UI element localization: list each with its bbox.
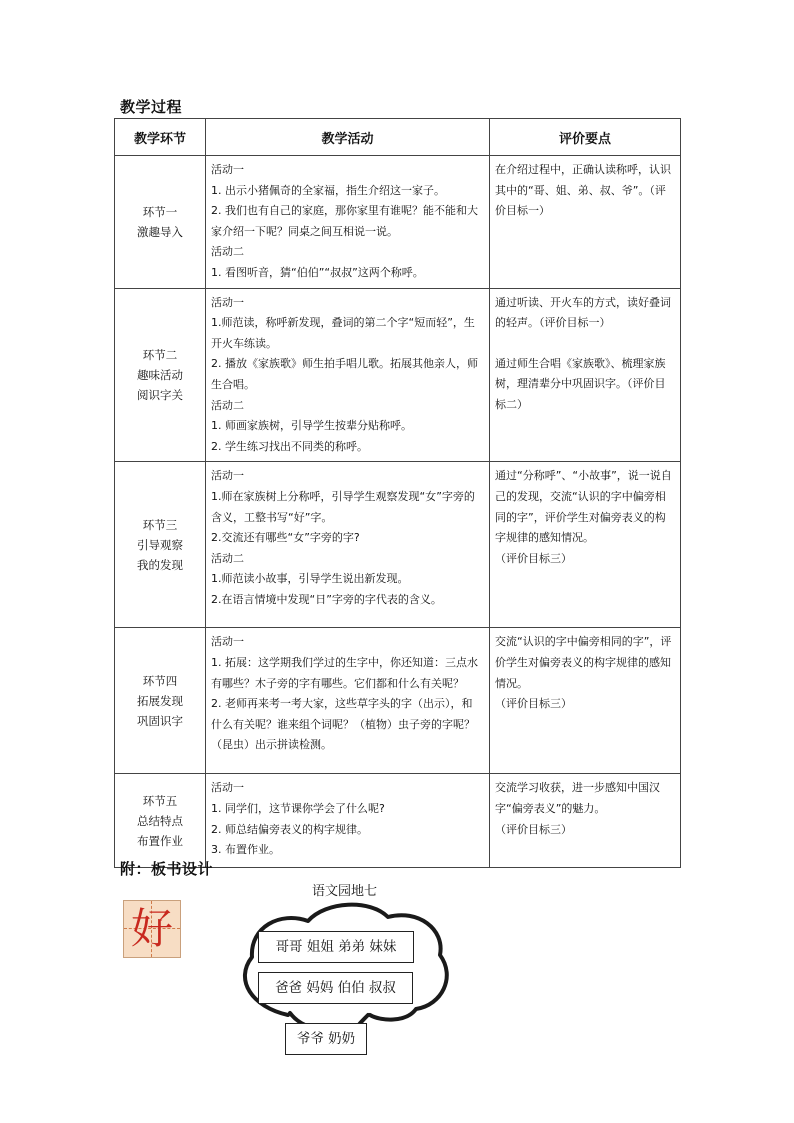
activity-line: 2. 播放《家族歌》师生拍手唱儿歌。拓展其他亲人，师生合唱。 bbox=[211, 357, 478, 391]
table-row bbox=[115, 774, 681, 868]
lesson-table bbox=[114, 118, 681, 868]
stage-name: 激趣导入 bbox=[137, 224, 183, 239]
header-stage: 教学环节 bbox=[115, 119, 206, 156]
activity-line: 2. 老师再来考一考大家，这些草字头的字（出示），和什么有关呢？谁来组个词呢？（植物）虫子旁的字呢？（昆虫）出示拼读检测。 bbox=[211, 697, 475, 752]
evaluation-line: 通过师生合唱《家族歌》、梳理家族树，理清辈分中巩固识字。（评价目标二） bbox=[495, 356, 666, 411]
stage-label: 环节四 bbox=[142, 673, 178, 688]
stage-name: 我的发现 bbox=[137, 557, 183, 572]
stage-name: 拓展发现 bbox=[137, 693, 183, 708]
evaluation-line: 通过听读、开火车的方式，读好叠词的轻声。（评价目标一） bbox=[495, 295, 671, 330]
stage-name: 布置作业 bbox=[137, 833, 183, 848]
evaluation-cell bbox=[490, 462, 681, 628]
board-caption: 语文园地七 bbox=[312, 884, 378, 899]
header-evaluation: 评价要点 bbox=[490, 119, 681, 156]
activity-line: 1. 拓展：这学期我们学过的生字中，你还知道：三点水有哪些？木子旁的字有哪些。它们都和什么有关呢？ bbox=[211, 655, 478, 690]
stage-cell bbox=[115, 156, 206, 289]
activity-line: 2. 我们也有自己的家庭，那你家里有谁呢？能不能和大家介绍一下呢？同桌之间互相说一说。 bbox=[211, 204, 478, 238]
stage-cell bbox=[115, 288, 206, 462]
activity-line: 活动二 bbox=[211, 551, 244, 565]
activity-line: 活动一 bbox=[211, 295, 244, 309]
stage-name: 总结特点 bbox=[137, 813, 183, 828]
stage-label: 环节一 bbox=[142, 204, 178, 219]
stage-label: 环节二 bbox=[142, 347, 178, 362]
activity-cell bbox=[206, 156, 490, 289]
evaluation-line: （评价目标三） bbox=[495, 697, 572, 711]
evaluation-spacer bbox=[495, 334, 674, 354]
activity-line: 3. 布置作业。 bbox=[211, 843, 280, 857]
stage-cell bbox=[115, 774, 206, 868]
activity-cell bbox=[206, 628, 490, 774]
hao-character-card bbox=[123, 900, 181, 958]
header-activity: 教学活动 bbox=[206, 119, 490, 156]
activity-cell bbox=[206, 774, 490, 868]
evaluation-cell bbox=[490, 774, 681, 868]
evaluation-cell bbox=[490, 628, 681, 774]
evaluation-line: 通过“分称呼”、“小故事”，说一说自己的发现，交流“认识的字中偏旁相同的字”，评价学生对偏旁表义的构字规律的感知情况。 bbox=[495, 469, 672, 545]
activity-line: 2.在语言情境中发现“日”字旁的字代表的含义。 bbox=[211, 592, 442, 606]
evaluation-line: （评价目标三） bbox=[495, 822, 572, 836]
hao-character: 好 bbox=[130, 904, 173, 953]
table-header-row bbox=[115, 119, 681, 156]
stage-label: 环节三 bbox=[142, 517, 178, 532]
evaluation-line: （评价目标三） bbox=[495, 551, 572, 565]
activity-line: 1. 师画家族树，引导学生按辈分贴称呼。 bbox=[211, 419, 412, 433]
table-row bbox=[115, 462, 681, 628]
stage-name: 引导观察 bbox=[137, 537, 183, 552]
activity-line: 活动二 bbox=[211, 398, 244, 412]
activity-line: 1.师范读，称呼新发现，叠词的第二个字“短而轻”，生开火车练读。 bbox=[211, 316, 475, 350]
table-row bbox=[115, 288, 681, 462]
activity-cell bbox=[206, 288, 490, 462]
stage-label: 环节五 bbox=[142, 793, 178, 808]
table-row bbox=[115, 156, 681, 289]
board-title: 附：板书设计 bbox=[120, 860, 214, 878]
activity-line: 活动二 bbox=[211, 245, 244, 259]
table-row bbox=[115, 628, 681, 774]
family-box-siblings: 哥哥 姐姐 弟弟 妹妹 bbox=[258, 931, 414, 963]
stage-cell bbox=[115, 628, 206, 774]
family-box-parents: 爸爸 妈妈 伯伯 叔叔 bbox=[258, 972, 413, 1004]
evaluation-line: 交流学习收获，进一步感知中国汉字“偏旁表义”的魅力。 bbox=[495, 781, 660, 815]
activity-line: 活动一 bbox=[211, 635, 244, 649]
evaluation-line: 在介绍过程中，正确认读称呼，认识其中的“哥、姐、弟、叔、爷”。（评价目标一） bbox=[495, 163, 671, 218]
section-title: 教学过程 bbox=[120, 98, 183, 116]
evaluation-line: 交流“认识的字中偏旁相同的字”，评价学生对偏旁表义的构字规律的感知情况。 bbox=[495, 635, 672, 690]
activity-line: 1. 同学们，这节课你学会了什么呢? bbox=[211, 801, 385, 815]
activity-line: 活动一 bbox=[211, 781, 244, 795]
stage-name: 趣味活动 bbox=[137, 367, 183, 382]
activity-line: 活动一 bbox=[211, 163, 244, 176]
stage-name: 巩固识字 bbox=[137, 713, 183, 728]
activity-cell bbox=[206, 462, 490, 628]
stage-name: 阅识字关 bbox=[137, 387, 183, 402]
activity-line: 1. 出示小猪佩奇的全家福，指生介绍这一家子。 bbox=[211, 183, 445, 197]
activity-line: 1.师在家族树上分称呼，引导学生观察发现“女”字旁的含义，工整书写“好”字。 bbox=[211, 489, 475, 524]
evaluation-cell bbox=[490, 156, 681, 289]
activity-line: 2.交流还有哪些“女”字旁的字? bbox=[211, 531, 360, 545]
activity-line: 活动一 bbox=[211, 469, 244, 483]
activity-line: 1. 看图听音，猜“伯伯”“叔叔”这两个称呼。 bbox=[211, 265, 424, 279]
family-box-grandparents: 爷爷 奶奶 bbox=[285, 1023, 367, 1055]
activity-line: 1.师范读小故事，引导学生说出新发现。 bbox=[211, 572, 409, 586]
stage-cell bbox=[115, 462, 206, 628]
activity-line: 2. 师总结偏旁表义的构字规律。 bbox=[211, 822, 368, 836]
evaluation-cell bbox=[490, 288, 681, 462]
activity-line: 2. 学生练习找出不同类的称呼。 bbox=[211, 439, 368, 453]
